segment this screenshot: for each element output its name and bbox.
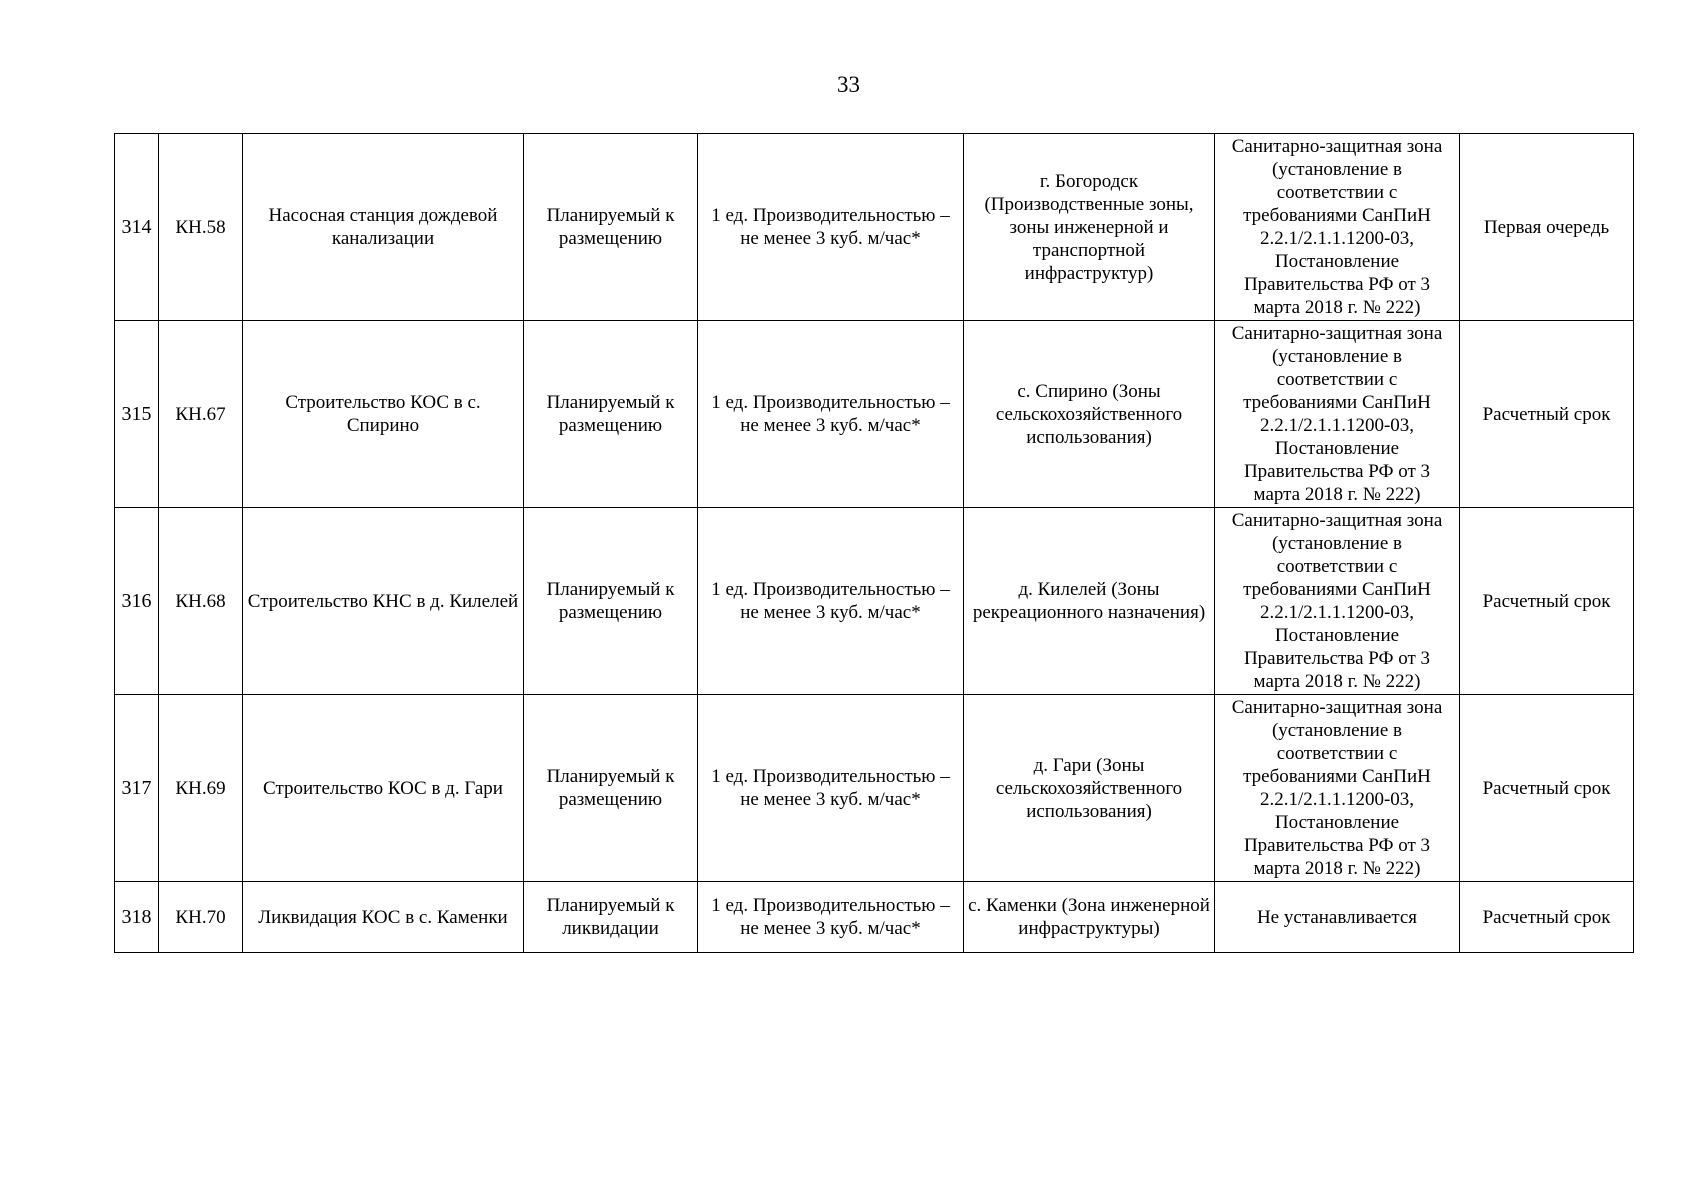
table-row bbox=[115, 508, 1634, 695]
facilities-table bbox=[114, 133, 1634, 953]
page-number: 33 bbox=[837, 72, 860, 97]
object-capacity: 1 ед. Производительностью – не менее 3 куб. м/час* bbox=[698, 695, 964, 882]
object-name: Строительство КОС в с. Спирино bbox=[243, 321, 524, 508]
object-code: КН.67 bbox=[159, 321, 243, 508]
object-code: КН.68 bbox=[159, 508, 243, 695]
implementation-term: Расчетный срок bbox=[1460, 508, 1634, 695]
object-location: д. Гари (Зоны сельскохозяйственного использования) bbox=[964, 695, 1215, 882]
object-capacity: 1 ед. Производительностью – не менее 3 куб. м/час* bbox=[698, 882, 964, 953]
row-number: 318 bbox=[115, 882, 159, 953]
row-number: 317 bbox=[115, 695, 159, 882]
restriction-zone: Санитарно-защитная зона (установление в соответствии с требованиями СанПиН 2.2.1/2.1.1.1200-03, Постановление Правительства РФ от 3 марта 2018 г. № 222) bbox=[1215, 508, 1460, 695]
row-number: 314 bbox=[115, 134, 159, 321]
object-name: Строительство КНС в д. Килелей bbox=[243, 508, 524, 695]
object-name: Строительство КОС в д. Гари bbox=[243, 695, 524, 882]
object-status: Планируемый к ликвидации bbox=[524, 882, 698, 953]
object-status: Планируемый к размещению bbox=[524, 134, 698, 321]
object-capacity: 1 ед. Производительностью – не менее 3 куб. м/час* bbox=[698, 508, 964, 695]
object-location: с. Спирино (Зоны сельскохозяйственного использования) bbox=[964, 321, 1215, 508]
object-code: КН.70 bbox=[159, 882, 243, 953]
object-status: Планируемый к размещению bbox=[524, 508, 698, 695]
object-code: КН.69 bbox=[159, 695, 243, 882]
implementation-term: Первая очередь bbox=[1460, 134, 1634, 321]
object-name: Ликвидация КОС в с. Каменки bbox=[243, 882, 524, 953]
implementation-term: Расчетный срок bbox=[1460, 695, 1634, 882]
object-location: г. Богородск (Производственные зоны, зоны инженерной и транспортной инфраструктур) bbox=[964, 134, 1215, 321]
object-code: КН.58 bbox=[159, 134, 243, 321]
table-row bbox=[115, 695, 1634, 882]
table-row bbox=[115, 321, 1634, 508]
object-name: Насосная станция дождевой канализации bbox=[243, 134, 524, 321]
restriction-zone: Санитарно-защитная зона (установление в соответствии с требованиями СанПиН 2.2.1/2.1.1.1200-03, Постановление Правительства РФ от 3 марта 2018 г. № 222) bbox=[1215, 695, 1460, 882]
object-location: д. Килелей (Зоны рекреационного назначения) bbox=[964, 508, 1215, 695]
row-number: 315 bbox=[115, 321, 159, 508]
implementation-term: Расчетный срок bbox=[1460, 321, 1634, 508]
restriction-zone: Санитарно-защитная зона (установление в соответствии с требованиями СанПиН 2.2.1/2.1.1.1200-03, Постановление Правительства РФ от 3 марта 2018 г. № 222) bbox=[1215, 134, 1460, 321]
object-status: Планируемый к размещению bbox=[524, 695, 698, 882]
implementation-term: Расчетный срок bbox=[1460, 882, 1634, 953]
object-capacity: 1 ед. Производительностью – не менее 3 куб. м/час* bbox=[698, 321, 964, 508]
object-status: Планируемый к размещению bbox=[524, 321, 698, 508]
table-row bbox=[115, 882, 1634, 953]
object-capacity: 1 ед. Производительностью – не менее 3 куб. м/час* bbox=[698, 134, 964, 321]
restriction-zone: Не устанавливается bbox=[1215, 882, 1460, 953]
row-number: 316 bbox=[115, 508, 159, 695]
object-location: с. Каменки (Зона инженерной инфраструктуры) bbox=[964, 882, 1215, 953]
restriction-zone: Санитарно-защитная зона (установление в соответствии с требованиями СанПиН 2.2.1/2.1.1.1200-03, Постановление Правительства РФ от 3 марта 2018 г. № 222) bbox=[1215, 321, 1460, 508]
table-row bbox=[115, 134, 1634, 321]
